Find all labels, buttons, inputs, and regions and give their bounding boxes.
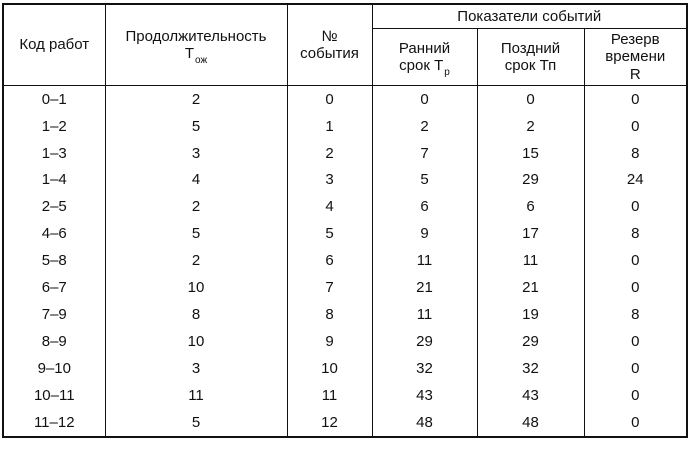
cell-duration: 5: [105, 220, 287, 247]
cell-code: 1–2: [3, 113, 105, 140]
cell-late-date: 15: [477, 140, 584, 167]
table-row: [3, 86, 687, 113]
cell-duration: 5: [105, 409, 287, 437]
header-code: Код работ: [3, 4, 105, 86]
cell-duration: 3: [105, 355, 287, 382]
cell-reserve: 0: [584, 409, 687, 437]
cell-duration: 10: [105, 274, 287, 301]
cell-duration: 8: [105, 301, 287, 328]
cell-duration: 10: [105, 328, 287, 355]
header-early-main: Ранний срок T: [398, 39, 451, 74]
cell-reserve: 0: [584, 86, 687, 113]
cell-duration: 4: [105, 167, 287, 194]
cell-code: 10–11: [3, 382, 105, 409]
cell-early-date: 9: [372, 220, 477, 247]
cell-event-number: 2: [287, 140, 372, 167]
cell-event-number: 1: [287, 113, 372, 140]
cell-event-number: 10: [287, 355, 372, 382]
cell-reserve: 24: [584, 167, 687, 194]
cell-early-date: 29: [372, 328, 477, 355]
cell-code: 8–9: [3, 328, 105, 355]
cell-duration: 2: [105, 194, 287, 221]
header-duration-main: Продолжительность: [125, 27, 267, 45]
table-row: [3, 247, 687, 274]
table-row: [3, 167, 687, 194]
cell-code: 1–3: [3, 140, 105, 167]
cell-reserve: 8: [584, 220, 687, 247]
cell-early-date: 7: [372, 140, 477, 167]
cell-reserve: 8: [584, 301, 687, 328]
cell-reserve: 0: [584, 382, 687, 409]
cell-reserve: 0: [584, 355, 687, 382]
cell-event-number: 9: [287, 328, 372, 355]
cell-early-date: 32: [372, 355, 477, 382]
header-early-subscript: р: [444, 67, 450, 78]
header-late-date: Поздний срок Тп: [477, 29, 584, 86]
header-event-number: № события: [287, 4, 372, 86]
cell-early-date: 11: [372, 247, 477, 274]
cell-reserve: 8: [584, 140, 687, 167]
cell-event-number: 0: [287, 86, 372, 113]
table-row: [3, 301, 687, 328]
cell-reserve: 0: [584, 274, 687, 301]
cell-reserve: 0: [584, 194, 687, 221]
cell-code: 0–1: [3, 86, 105, 113]
cell-reserve: 0: [584, 247, 687, 274]
cell-early-date: 21: [372, 274, 477, 301]
cell-event-number: 4: [287, 194, 372, 221]
cell-early-date: 11: [372, 301, 477, 328]
cell-duration: 5: [105, 113, 287, 140]
header-group-event-indicators: Показатели событий: [372, 4, 687, 29]
cell-code: 2–5: [3, 194, 105, 221]
cell-code: 11–12: [3, 409, 105, 437]
cell-event-number: 6: [287, 247, 372, 274]
table-row: [3, 355, 687, 382]
cell-late-date: 2: [477, 113, 584, 140]
cell-late-date: 17: [477, 220, 584, 247]
cell-early-date: 2: [372, 113, 477, 140]
table-row: [3, 220, 687, 247]
cell-late-date: 29: [477, 328, 584, 355]
cell-event-number: 7: [287, 274, 372, 301]
table-row: [3, 140, 687, 167]
cell-event-number: 12: [287, 409, 372, 437]
cell-event-number: 5: [287, 220, 372, 247]
header-duration-subscript: ож: [195, 55, 208, 66]
header-duration-symbol: T: [184, 45, 195, 62]
cell-early-date: 48: [372, 409, 477, 437]
cell-late-date: 6: [477, 194, 584, 221]
cell-late-date: 19: [477, 301, 584, 328]
cell-late-date: 43: [477, 382, 584, 409]
cell-reserve: 0: [584, 328, 687, 355]
table-header: [3, 4, 687, 86]
cell-reserve: 0: [584, 113, 687, 140]
table-body: [3, 86, 687, 437]
cell-event-number: 8: [287, 301, 372, 328]
table-row: [3, 194, 687, 221]
cell-late-date: 32: [477, 355, 584, 382]
header-early-date: [372, 29, 477, 86]
cell-late-date: 21: [477, 274, 584, 301]
cell-duration: 11: [105, 382, 287, 409]
cell-duration: 2: [105, 86, 287, 113]
table-row: [3, 274, 687, 301]
cell-code: 9–10: [3, 355, 105, 382]
cell-code: 7–9: [3, 301, 105, 328]
cell-code: 5–8: [3, 247, 105, 274]
cell-duration: 2: [105, 247, 287, 274]
table-row: [3, 113, 687, 140]
cell-early-date: 5: [372, 167, 477, 194]
cell-early-date: 43: [372, 382, 477, 409]
cell-duration: 3: [105, 140, 287, 167]
table-row: [3, 382, 687, 409]
table-row: [3, 409, 687, 437]
events-table: [2, 3, 688, 438]
cell-late-date: 48: [477, 409, 584, 437]
cell-event-number: 11: [287, 382, 372, 409]
cell-event-number: 3: [287, 167, 372, 194]
cell-early-date: 6: [372, 194, 477, 221]
cell-late-date: 29: [477, 167, 584, 194]
cell-late-date: 0: [477, 86, 584, 113]
header-duration: [105, 4, 287, 86]
cell-late-date: 11: [477, 247, 584, 274]
cell-early-date: 0: [372, 86, 477, 113]
cell-code: 1–4: [3, 167, 105, 194]
header-reserve: Резерв времени R: [584, 29, 687, 86]
cell-code: 6–7: [3, 274, 105, 301]
cell-code: 4–6: [3, 220, 105, 247]
table-row: [3, 328, 687, 355]
